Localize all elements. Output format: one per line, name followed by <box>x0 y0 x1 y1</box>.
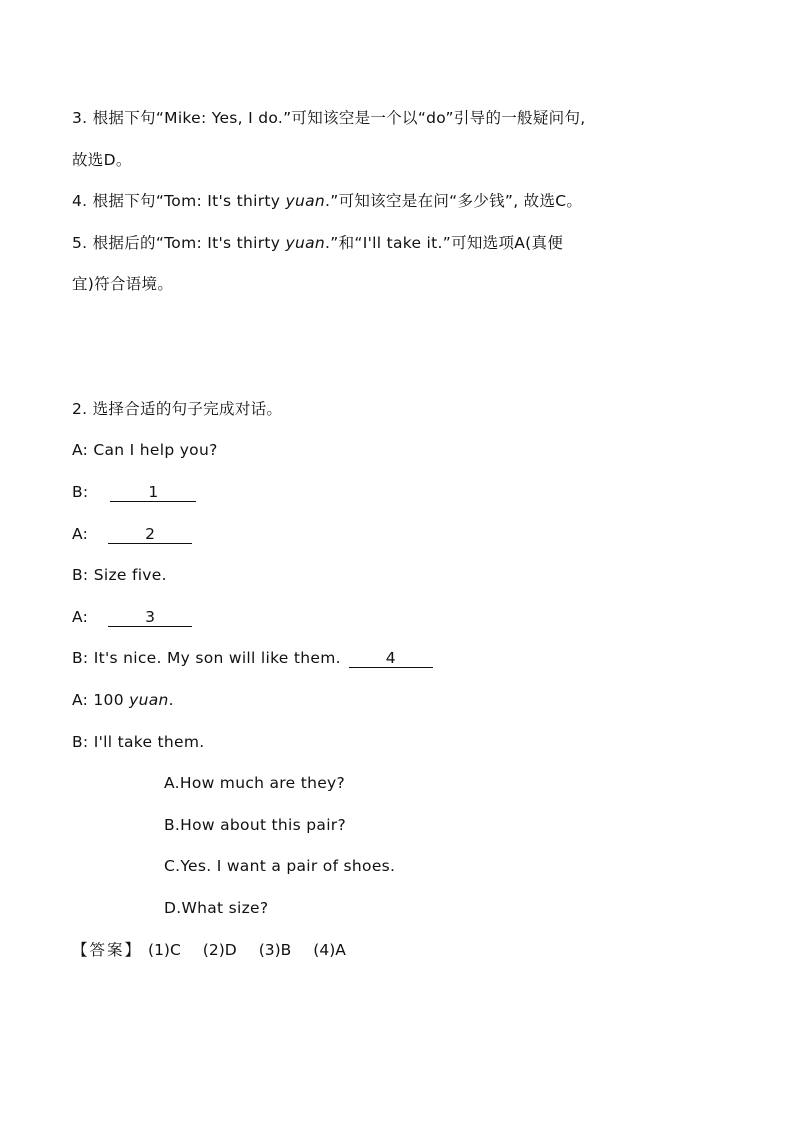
explanation-5-text-b: .”和“I'll take it.”可知选项A(真便 <box>325 234 564 252</box>
blank-number: 2 <box>145 525 156 543</box>
blank-number: 3 <box>145 608 156 626</box>
explanation-4 <box>72 191 582 211</box>
option-c <box>164 856 395 876</box>
dialogue-italic: yuan <box>129 691 169 709</box>
dialogue-line-1 <box>72 440 218 460</box>
dialogue-text: I'll take them. <box>93 733 205 751</box>
option-a <box>164 773 345 793</box>
explanation-5-text-a: 5. 根据后的“Tom: It's thirty <box>72 234 286 252</box>
question-title <box>72 399 282 419</box>
dialogue-line-4 <box>72 565 167 585</box>
dialogue-text: Can I help you? <box>93 441 218 459</box>
dialogue-text: 100 <box>93 691 130 709</box>
question-title-text: 2. 选择合适的句子完成对话。 <box>72 400 283 418</box>
speaker-label: A: <box>72 441 89 459</box>
answer-blank-2[interactable] <box>108 525 192 544</box>
dialogue-line-6 <box>72 648 433 668</box>
answer-item: (4)A <box>313 941 346 959</box>
explanation-5-text-cont: 宜)符合语境。 <box>72 275 174 293</box>
explanation-4-italic: yuan <box>285 192 326 210</box>
explanation-3-text-cont: 故选D。 <box>72 151 132 169</box>
explanation-3-text: 3. 根据下句“Mike: Yes, I do.”可知该空是一个以“do”引导的一般疑问句, <box>72 109 586 127</box>
explanation-5-italic: yuan <box>285 234 326 252</box>
option-a-text: A.How much are they? <box>164 774 346 792</box>
speaker-label: B: <box>72 649 89 667</box>
explanation-5-line1 <box>72 233 563 253</box>
explanation-3-line2 <box>72 150 132 170</box>
answer-item: (2)D <box>202 941 237 959</box>
option-b <box>164 815 346 835</box>
explanation-5-line2 <box>72 274 173 294</box>
answer-item: (3)B <box>258 941 292 959</box>
blank-number: 1 <box>148 483 159 501</box>
speaker-label: A: <box>72 525 89 543</box>
dialogue-line-7 <box>72 690 174 710</box>
answer-blank-3[interactable] <box>108 608 192 627</box>
explanation-4-text-a: 4. 根据下句“Tom: It's thirty <box>72 192 286 210</box>
answer-item: (1)C <box>148 941 181 959</box>
answer-blank-1[interactable] <box>110 483 196 502</box>
explanation-3-line1 <box>72 108 585 128</box>
dialogue-line-2 <box>72 482 196 502</box>
answer-line <box>72 940 346 960</box>
dialogue-line-5 <box>72 607 192 627</box>
answer-label: 【答案】 <box>72 941 143 959</box>
option-d <box>164 898 268 918</box>
speaker-label: B: <box>72 733 89 751</box>
dialogue-text: Size five. <box>93 566 167 584</box>
option-c-text: C.Yes. I want a pair of shoes. <box>164 857 396 875</box>
option-d-text: D.What size? <box>164 899 269 917</box>
dialogue-text-after: . <box>168 691 174 709</box>
speaker-label: A: <box>72 608 89 626</box>
explanation-4-text-b: .”可知该空是在问“多少钱”, 故选C。 <box>325 192 583 210</box>
speaker-label: B: <box>72 566 89 584</box>
dialogue-text: It's nice. My son will like them. <box>93 649 341 667</box>
option-b-text: B.How about this pair? <box>164 816 347 834</box>
answer-blank-4[interactable] <box>349 649 433 668</box>
dialogue-line-8 <box>72 732 205 752</box>
blank-number: 4 <box>385 649 396 667</box>
speaker-label: B: <box>72 483 89 501</box>
dialogue-line-3 <box>72 524 192 544</box>
speaker-label: A: <box>72 691 89 709</box>
